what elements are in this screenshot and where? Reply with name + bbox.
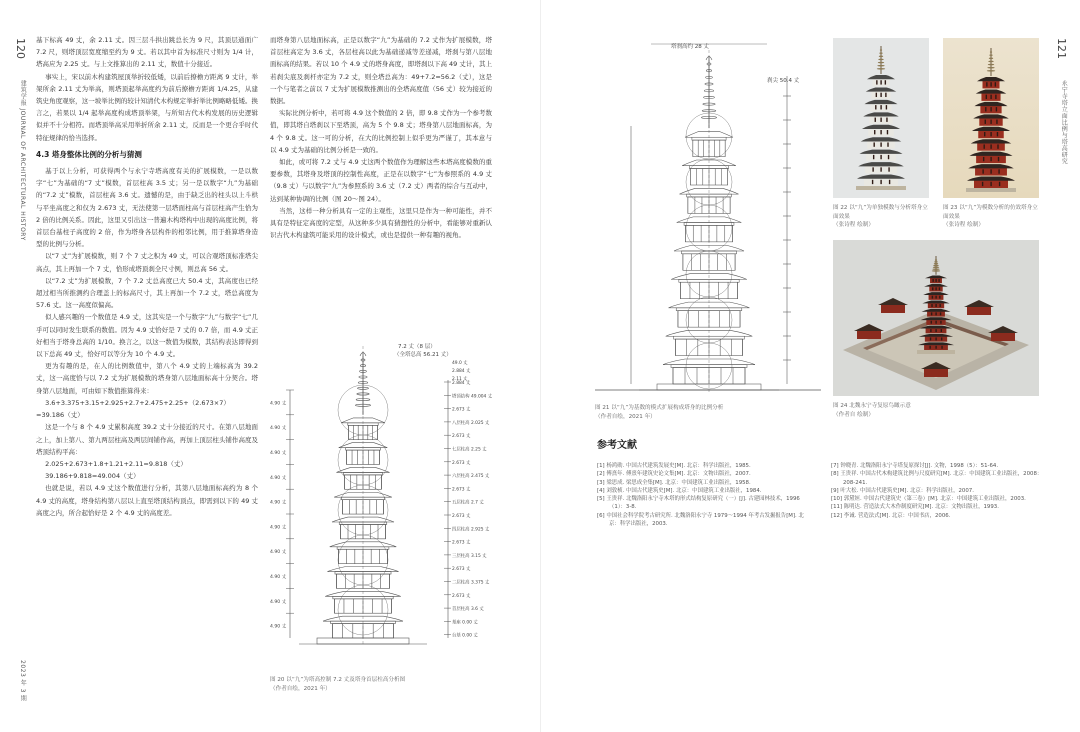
caption-title: 图 23 以“九”为模数分析的仿效塔身立面效果 [943,205,1038,220]
figure-24-caption [833,402,1039,419]
pagoda-proportion-drawing [268,330,530,670]
caption-title: 图 20 以“九”为塔高控制 7.2 丈及塔身首层柱高分析图 [270,677,406,683]
paragraph: 以“7.2 丈”为扩展模数，7 个 7.2 丈总高度已大 50.4 丈，其高度也已经超过相当所推测约合理盖上的标高尺寸，其上再加一个 7.2 丈，塔总高度为 57.6 丈。这一高度似偏高。 [36,276,258,310]
caption-source: （作者自绘，2021 年） [595,413,656,420]
dimension-label: 4.90 丈 [270,451,287,456]
paragraph: 基下标高 49 丈，余 2.11 丈。因三层斗拱出跳总长为 9 尺，其顶层通面广 7.2 尺，则塔顶层宽度缩至约为 9 丈。若以其中首为标准尺寸则为 1/4 计，塔高应为 2.25 丈。与上文推算出的 2.11 丈，数值十分接近。 [36,36,258,69]
reference-item: [4] 刘敦桢. 中国古代建筑史[M]. 北京：中国建筑工业出版社，1984. [597,487,762,494]
dimension-label: 2.884 丈 [452,381,471,386]
dimension-label: 2.673 丈 [452,407,471,413]
dimension-label: 4.90 丈 [270,426,287,432]
figure-22-caption [833,204,931,230]
dimension-label: 4.90 丈 [270,599,287,605]
paragraph: 实际比例分析中，若可将 4.9 这个数值的 2 倍，即 9.8 丈作为一个参考数值，即其塔自塔刹以下至塔顶，高为 5 个 9.8 丈；塔身第八层地面标高，为 4 个 9.8 丈。这一可的分析，在大的比例控制上似乎更为严谨了，其本意与以 4.9 丈为基础的比例分析是一致的。 [270,109,492,154]
paragraph: 以“7 丈”为扩展模数，则 7 个 7 丈之积为 49 丈，可以合观塔顶标准塔尖高点，其上再加一个 7 丈，恰形成塔顶刹全尺寸例，则总高 56 丈。 [36,252,258,273]
dimension-label: 2.673 丈 [452,487,471,493]
text-column-2 [270,34,492,324]
dimension-label: 4.90 丈 [270,401,287,407]
paragraph: 似人感兴趣的一个数值是 4.9 丈，这其实是一个与数字“九”与数字“七”几乎可以同时发生联系的数值。因为 4.9 丈恰好是 7 丈的 0.7 倍，而 4.9 丈正好相当于塔身总高的 1/10。换言之，以这一数值为模数，其结构表达即得到以下总高 49 丈，恰好可以等分为 10 个 4.9 丈。 [36,313,258,359]
dimension-label: 五层柱高 2.7 丈 [452,500,484,506]
paragraph: 基于以上分析，可获得两个与永宁寺塔高度有关的扩展模数，一是以数字“七”为基础的“7 丈”模数，首层柱高 3.5 丈；另一是以数字“九”为基础的“7.2 丈”模数，首层柱高 3.6 丈。遗憾的是，由于缺乏出的柱头以上斗栱与平坐高度之和仅为 2.673 丈，无法使第一层塔面柱高与首层柱高产生恰为 2 倍的比例关系。因此，这里又引出这一普遍木构塔构中出现的高度比例，将首层台基柱子高度的 2 倍，作为塔身各层构件的相邻比例，用于推算塔身造型的比例与分析。 [36,167,258,249]
dimension-label: 四层柱高 2.925 丈 [452,527,490,533]
caption-source: （张诗程 绘制） [833,222,874,228]
reference-item: [2] 傅熹年. 傅熹年建筑史论文集[M]. 北京：文物出版社，2007. [597,471,751,478]
dimension-label: 4.90 丈 [270,550,287,556]
text-column-1 [36,34,258,724]
right-page [540,0,1080,732]
references-left-column [597,462,812,528]
caption-title: 图 22 以“九”为单独模数与分析塔身立面效果 [833,205,928,220]
reference-item: [7] 钟晓青. 北魏洛阳永宁寺塔复原探讨[J]. 文物，1998（5）：51-64. [831,463,999,469]
figure-24-aerial-render [833,240,1039,396]
figure-20-elevation [268,330,530,670]
dimension-label: 二层柱高 3.375 丈 [452,580,490,586]
paragraph: 当然，这样一种分析具有一定的主观性，这里只是作为一种可能性，并不具有是特征定高度的定型，从这种多少具有猜想性的分析中，看能够对重新认识古代木构建筑可能采用的设计模式，或也是提供一种有趣的视角。 [270,206,492,240]
equation: =39.186（丈） [36,411,84,420]
running-header: 建筑学报 JOURNAL OF ARCHITECTURAL HISTORY [19,80,27,241]
dimension-label: 塔顶结构 49.004 丈 [452,394,493,400]
dimension-label: 49.0 丈 [452,361,468,366]
dimension-label: 2.673 丈 [452,540,471,546]
dimension-label: 4.90 丈 [270,624,287,630]
dimension-label: 六层柱高 2.475 丈 [452,474,490,480]
dimension-label: 三层柱高 3.15 丈 [452,553,487,559]
dimension-label: 2.884 丈 [452,369,471,374]
dimension-label: 基座 0.00 丈 [452,620,478,626]
dimension-label: 台基 0.00 丈 [452,633,478,639]
dimension-label: 4.90 丈 [270,525,287,531]
dimension-label: 2.673 丈 [452,460,471,466]
reference-item: [6] 中国社会科学院考古研究所. 北魏洛阳永宁寺 1979～1994 年考古发掘报告[M]. 北京：科学出版社，2003. [597,512,804,528]
dimension-label: 2.673 丈 [452,514,471,519]
reference-item: [9] 叶大松. 中国古代建筑史[M]. 北京：科学出版社，2007. [831,487,974,494]
dimension-label: 首层柱高 3.6 丈 [452,607,484,613]
figure-21-elevation [591,36,825,402]
left-dimension-labels [270,390,294,630]
references-heading: 参考文献 [597,440,637,451]
right-dimension-labels [444,359,493,639]
issue-label: 2023 年 3 期 [19,660,27,702]
references-right-column [831,462,1046,520]
paragraph: 这是一个与 8 个 4.9 丈累积高度 39.2 丈十分接近的尺寸。在第八层地面之上，加上第八、第九两层柱高及两层间铺作高，再加上顶层柱头铺作高度及塔顶结构平高： [36,423,258,456]
reference-item: [5] 王贵祥. 北魏洛阳永宁寺木塔的形式结构复原研究（一）[J]. 古建园林技术，1996（1）：3-8. [597,496,800,511]
paragraph: 也就是说，若以 4.9 丈这个数值进行分析，其第八层地面标高约为 8 个 4.9 丈的高度，塔身结构第八层以上直至塔顶结构顶点，即需到以下的 49 丈高度之内，所合起恰好是 2 个 4.9 丈的高度差。 [36,484,258,517]
page-number: 120 [14,38,28,59]
paragraph: 事实上，宋以前木构建筑屋顶举折较低矮，以前后撩檐方距离 9 丈计，举架所余 2.11 丈为举高，则塔顶起举高度约为前后撩檐方距离 1/4.25，从建筑史角度观察，这一坡举比例的较计知清代木构规定举折举比例略略低矮。换言之，若果以 1/4 起举高度构成塔顶举架，与所知古代木构发展的历史逻辑似并不十分相符。而塔顶举高采用举折所余 2.11 丈，反而是一个更合乎时代特征规律的恰当选择。 [36,72,258,142]
paragraph: 更为有趣的是，在人的比例数值中，第八个 4.9 丈的上端标高为 39.2 丈，这一高度恰与以 7.2 丈为扩展模数的塔身第八层地面标高十分契合。塔身第八层地面，可由如下数值推算得来： [36,362,258,395]
dimension-label: 2.11 丈 [452,377,468,382]
dimension-label: 2.673 丈 [452,567,471,573]
equation: 39.186+9.818=49.004（丈） [45,472,140,481]
dimension-label: 八层柱高 2.025 丈 [452,420,490,426]
caption-title: 图 24 北魏永宁寺复原鸟瞰示意 [833,403,911,409]
paragraph: 如此，或可将 7.2 丈与 4.9 丈这两个数值作为理解这些本塔高度模数的重要参数，其塔身及塔顶的控制性高度，正是在以数字“七”为参照系的 4.9 丈（9.8 丈）与以数字“九”为参照系的 3.6 丈（7.2 丈）两者的综合与互动中，达到某种协调的比例（图 20～图 24）。 [270,158,492,203]
dimension-label: 4.90 丈 [270,475,287,481]
top-dimension-label: 塔刹高约 28 丈 [671,44,709,50]
reference-item: [1] 杨鸿勋. 中国古代建筑发展史[M]. 北京：科学出版社，1985. [597,463,751,469]
fig-title: 7.2 丈（8 层） [398,344,436,350]
reference-item: [12] 李诫. 营造法式[M]. 北京：中国书店，2006. [831,512,951,519]
reference-item: [8] 王贵祥. 中国古代木构建筑比例与尺度研究[M]. 北京：中国建筑工业出版社，2008：208-241. [831,471,1043,486]
caption-source: （张诗程 绘制） [943,222,984,228]
fig-subtitle: （全塔总高 56.21 丈） [394,352,452,358]
caption-source: （作者自 绘制） [833,411,874,418]
caption-source: （作者自绘，2021 年） [270,685,331,692]
dimension-label: 2.673 丈 [452,593,471,599]
caption-title: 图 21 以“九”为基数的模式扩展构成塔身的比例分析 [595,405,724,411]
figure-21-caption [595,404,825,421]
reference-item: [11] 陈明达. 营造法式大木作制度研究[M]. 北京：文物出版社，1993. [831,504,999,511]
running-header: 永宁寺塔立面比例与塔高研究 [1060,80,1068,165]
reference-item: [10] 郭黛姮. 中国古代建筑史（第三卷）[M]. 北京：中国建筑工业出版社，2003. [831,496,1026,503]
equation: 2.025+2.673+1.8+1.21+2.11=9.818（丈） [45,459,187,468]
dimension-label: 4.90 丈 [270,575,287,580]
figure-23-render [943,38,1039,198]
reference-item: [3] 梁思成. 梁思成全集[M]. 北京：中国建筑工业出版社，1958. [597,479,751,486]
dimension-label: 七层柱高 2.25 丈 [452,447,487,453]
dimension-label: 4.90 丈 [270,500,287,506]
dimension-label: 2.673 丈 [452,434,471,440]
figure-22-render [833,38,929,198]
figure-23-caption [943,204,1041,230]
section-heading: 4.3 塔身整体比例的分析与猜测 [36,149,142,159]
page-number: 121 [1055,38,1069,59]
figure-20-caption [270,676,490,693]
references-section [597,440,1047,580]
right-dimension-label: 刹尖 50.4 丈 [767,78,800,84]
equation: 3.6+3.375+3.15+2.925+2.7+2.475+2.25+（2.673×7） [45,398,230,407]
paragraph: 而塔身第八层地面标高，正是以数字“九”为基础的 7.2 丈作为扩展模数，塔首层柱高定为 3.6 丈，各层柱高以此为基础递减等差递减，塔刹与第八层地面标高的结果。若以 10 个 4.9 丈的塔身高度，即塔刹以下高 49 丈计，其上若刹尖底及刹杆亦定为 7.2 丈，则全塔总高为：49+7.2=56.2（丈），这是一个与笔者之前以 7 丈为扩展模数推测出的全塔高度值（56 丈）较为接近的数据。 [270,36,492,106]
